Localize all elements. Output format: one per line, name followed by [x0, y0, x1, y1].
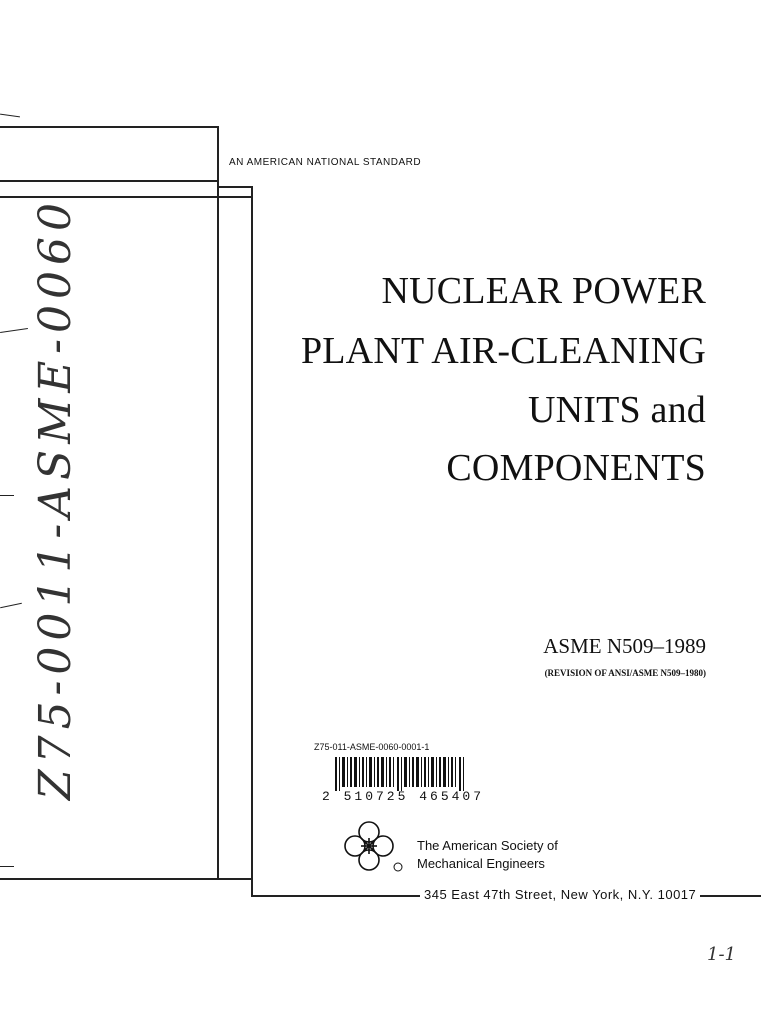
frame-inner-vertical	[251, 186, 253, 896]
margin-mark	[0, 114, 20, 118]
standard-number: ASME N509–1989	[543, 634, 706, 658]
handwritten-page-mark: 1-1	[707, 944, 736, 965]
publisher-line-2: Mechanical Engineers	[417, 856, 545, 871]
standard-label: AN AMERICAN NATIONAL STANDARD	[229, 157, 422, 168]
title-line-4: COMPONENTS	[446, 447, 706, 489]
publisher-address: 345 East 47th Street, New York, N.Y. 10017	[420, 887, 700, 902]
frame-second-line	[0, 180, 218, 182]
revision-note: (REVISION OF ANSI/ASME N509–1980)	[544, 668, 706, 678]
barcode-digits: 2 510725 465407	[322, 789, 485, 804]
margin-mark	[0, 328, 28, 333]
title-line-2: PLANT AIR-CLEANING	[300, 330, 706, 372]
title-line-1: NUCLEAR POWER	[381, 270, 706, 312]
barcode-code: Z75-011-ASME-0060-0001-1	[314, 742, 430, 752]
publisher-line-1: The American Society of	[417, 838, 558, 853]
publisher-name	[417, 837, 558, 873]
frame-inner-joint	[217, 186, 252, 188]
frame-top-line	[0, 126, 218, 128]
margin-mark	[0, 495, 14, 496]
handwritten-side-note: Z75-0011-ASME-0060	[30, 196, 81, 800]
margin-mark	[0, 603, 22, 609]
title-line-3: UNITS and	[527, 389, 706, 431]
barcode-image	[335, 757, 470, 791]
margin-mark	[0, 866, 14, 867]
asme-logo-icon	[339, 820, 407, 876]
frame-bottom-line	[0, 878, 252, 880]
frame-left-vertical	[217, 126, 219, 880]
